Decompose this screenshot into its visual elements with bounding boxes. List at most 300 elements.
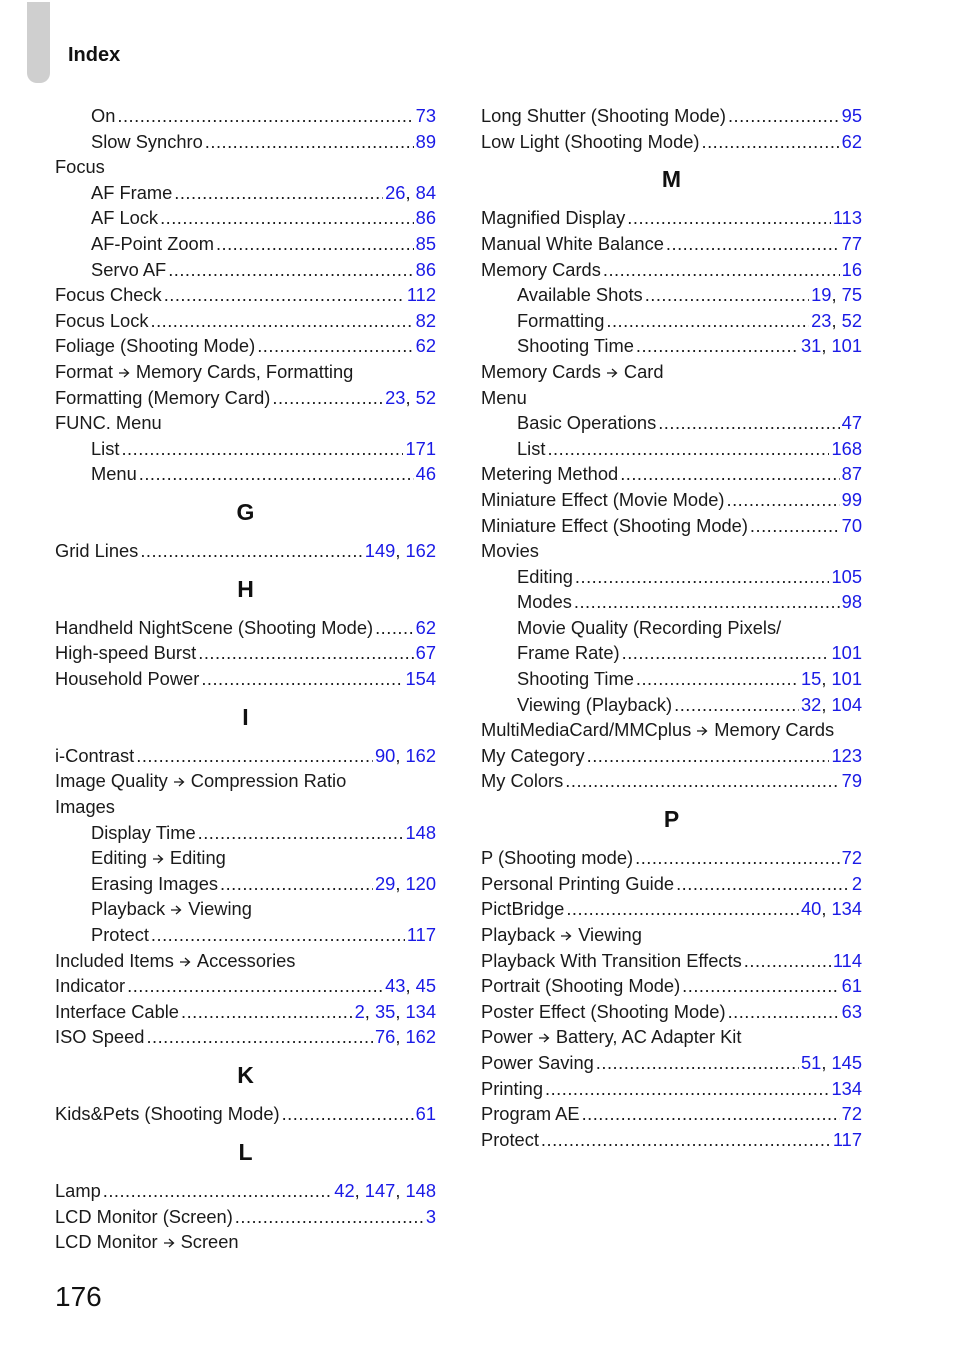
see-arrow-icon <box>153 847 164 873</box>
page-link[interactable]: 149 <box>364 540 396 562</box>
leader-dots <box>620 461 839 487</box>
index-entry <box>481 385 862 411</box>
see-arrow-icon <box>697 719 708 745</box>
see-reference: Memory Cards <box>714 719 835 741</box>
page-references <box>833 205 862 231</box>
page-references <box>416 129 436 155</box>
leader-dots <box>645 282 809 308</box>
index-term: Frame Rate) <box>517 642 620 664</box>
index-term: Household Power <box>55 668 200 690</box>
index-entry <box>481 1076 862 1102</box>
index-entry <box>55 1101 436 1127</box>
index-entry <box>55 743 436 769</box>
index-term: P (Shooting mode) <box>481 847 634 869</box>
see-reference: Accessories <box>196 949 296 971</box>
section-letter-heading: H <box>237 575 254 602</box>
index-subentry <box>55 461 436 487</box>
page-link[interactable]: 76 <box>374 1026 396 1048</box>
index-term: Power <box>481 1026 533 1048</box>
index-entry <box>481 922 862 948</box>
leader-dots <box>139 461 414 487</box>
see-reference: Battery, AC Adapter Kit <box>555 1026 742 1048</box>
page-link[interactable]: 16 <box>841 258 862 280</box>
index-subentry <box>481 436 862 462</box>
leader-dots <box>272 385 383 411</box>
index-subentry <box>481 615 862 641</box>
index-subentry <box>481 564 862 590</box>
index-term: Poster Effect (Shooting Mode) <box>481 1000 726 1022</box>
index-subentry <box>55 205 436 231</box>
page-link[interactable]: 101 <box>831 642 862 664</box>
index-term: Movies <box>481 540 539 562</box>
page-link[interactable]: 82 <box>415 309 436 331</box>
index-term: Playback <box>481 924 556 945</box>
index-entry <box>481 896 862 922</box>
index-entry <box>481 359 862 385</box>
index-entry <box>481 538 862 564</box>
index-term: Playback With Transition Effects <box>481 949 742 971</box>
index-subentry <box>481 692 862 718</box>
leader-dots <box>117 103 413 129</box>
index-term: Included Items <box>55 949 174 971</box>
index-term: Printing <box>481 1077 543 1099</box>
section-letter-heading: G <box>236 498 255 525</box>
page-references <box>842 768 862 794</box>
page-references <box>416 640 436 666</box>
page-link[interactable]: 120 <box>405 872 436 894</box>
index-entry <box>481 999 862 1025</box>
page-link[interactable]: 43 <box>385 975 406 997</box>
leader-dots <box>750 513 840 539</box>
index-term: Shooting Time <box>517 335 634 357</box>
see-arrow-icon <box>164 1231 175 1257</box>
leader-dots <box>587 743 830 769</box>
index-term: Memory Cards <box>481 360 601 382</box>
index-term: Miniature Effect (Movie Mode) <box>481 488 725 510</box>
page-references <box>842 589 862 615</box>
index-term: Focus <box>55 156 105 178</box>
index-entry <box>481 1101 862 1127</box>
page-link[interactable]: 89 <box>415 130 436 152</box>
index-term: Editing <box>91 847 147 869</box>
leader-dots <box>658 410 839 436</box>
page-link[interactable]: 2 <box>851 872 862 894</box>
index-term: FUNC. Menu <box>55 412 162 434</box>
page-link[interactable]: 62 <box>415 335 436 357</box>
page-link[interactable]: 112 <box>406 284 436 306</box>
index-entry <box>55 973 436 999</box>
leader-dots <box>728 999 840 1025</box>
index-entry <box>481 231 862 257</box>
page-references <box>842 487 862 513</box>
page-references <box>831 436 862 462</box>
index-subentry <box>55 180 436 206</box>
leader-dots <box>565 768 839 794</box>
index-term: Miniature Effect (Shooting Mode) <box>481 514 748 536</box>
leader-dots <box>574 589 840 615</box>
page-link[interactable]: 3 <box>425 1205 436 1227</box>
page-references: 149, 162 <box>364 540 436 562</box>
leader-dots <box>636 333 799 359</box>
index-term: Grid Lines <box>55 540 139 562</box>
page-link[interactable]: 61 <box>841 975 862 997</box>
leader-dots <box>622 640 830 666</box>
index-entry <box>481 973 862 999</box>
page-link[interactable]: 134 <box>831 898 862 920</box>
page-link[interactable]: 26 <box>385 181 406 203</box>
page-references <box>416 333 436 359</box>
index-term: LCD Monitor <box>55 1231 158 1253</box>
page-references <box>842 845 862 871</box>
page-link[interactable]: 86 <box>415 258 436 280</box>
index-term: Available Shots <box>517 284 643 306</box>
see-reference: Card <box>623 360 664 382</box>
leader-dots <box>220 871 373 897</box>
see-arrow-icon <box>539 1026 550 1052</box>
index-term: AF Lock <box>91 207 159 229</box>
index-entry <box>55 1024 436 1050</box>
leader-dots <box>174 180 383 206</box>
index-term: My Colors <box>481 770 564 792</box>
see-arrow-icon <box>180 950 191 976</box>
index-entry <box>481 1127 862 1153</box>
page-link[interactable]: 19 <box>811 284 832 306</box>
page-references <box>852 871 862 897</box>
leader-dots <box>235 1204 424 1230</box>
leader-dots <box>201 666 403 692</box>
index-subentry <box>481 282 862 308</box>
leader-dots <box>140 538 362 564</box>
page-link[interactable]: 63 <box>841 1000 862 1022</box>
index-entry <box>481 257 862 283</box>
index-term: Kids&Pets (Shooting Mode) <box>55 1103 280 1125</box>
page-link[interactable]: 2 <box>354 1000 365 1022</box>
page-link[interactable]: 117 <box>406 924 436 945</box>
index-entry <box>55 948 436 974</box>
page-link[interactable]: 95 <box>841 105 862 126</box>
see-arrow-icon <box>119 361 130 387</box>
index-entry <box>55 615 436 641</box>
page-header-title: Index <box>68 44 121 66</box>
page-references <box>405 436 436 462</box>
page-link[interactable]: 90 <box>374 744 396 766</box>
index-subentry <box>55 436 436 462</box>
index-term: Magnified Display <box>481 207 626 229</box>
index-term: LCD Monitor (Screen) <box>55 1205 233 1227</box>
page-link[interactable]: 114 <box>832 949 862 971</box>
page-link[interactable]: 162 <box>405 744 436 766</box>
index-term: MultiMediaCard/MMCplus <box>481 719 692 741</box>
page-link[interactable]: 148 <box>405 1179 436 1201</box>
index-term: Playback <box>91 898 166 920</box>
page-link[interactable]: 162 <box>405 1026 436 1048</box>
leader-dots <box>541 1127 831 1153</box>
page-link[interactable]: 98 <box>841 591 862 613</box>
page-references <box>416 257 436 283</box>
page-link[interactable]: 104 <box>831 693 862 715</box>
leader-dots <box>603 257 840 283</box>
index-term: Erasing Images <box>91 872 219 894</box>
page-references <box>416 205 436 231</box>
leader-dots <box>257 333 413 359</box>
page-link[interactable]: 72 <box>841 847 862 869</box>
page-references: 26, 84 <box>385 181 436 203</box>
section-letter-heading: I <box>242 703 249 730</box>
page-references: 29, 120 <box>374 872 436 894</box>
index-term: Personal Printing Guide <box>481 872 675 894</box>
index-entry <box>481 871 862 897</box>
leader-dots <box>627 205 831 231</box>
index-term: List <box>517 437 546 459</box>
index-term: Slow Synchro <box>91 130 203 152</box>
page-references <box>416 231 436 257</box>
index-term: Long Shutter (Shooting Mode) <box>481 105 726 126</box>
see-arrow-icon <box>607 361 618 387</box>
leader-dots <box>164 282 405 308</box>
index-subentry <box>55 845 436 871</box>
index-term: Basic Operations <box>517 412 657 434</box>
page-link[interactable]: 15 <box>800 668 822 690</box>
leader-dots <box>606 308 809 334</box>
page-link[interactable]: 61 <box>415 1103 436 1125</box>
page-link[interactable]: 79 <box>841 770 862 792</box>
index-entry <box>481 1050 862 1076</box>
index-term: Interface Cable <box>55 1000 179 1022</box>
leader-dots <box>666 231 840 257</box>
index-term: Format <box>55 360 113 382</box>
page-references <box>416 1101 436 1127</box>
page-references <box>407 922 436 948</box>
index-term: Shooting Time <box>517 668 634 690</box>
page-link[interactable]: 73 <box>415 105 436 126</box>
page-references: 2, 35, 134 <box>354 1000 436 1022</box>
index-term: Low Light (Shooting Mode) <box>481 130 700 152</box>
index-term: Power Saving <box>481 1051 594 1073</box>
page-link[interactable]: 113 <box>832 207 862 229</box>
section-letter-heading: M <box>661 166 682 193</box>
page-link[interactable]: 35 <box>374 1000 396 1022</box>
leader-dots <box>596 1050 799 1076</box>
page-link[interactable]: 134 <box>831 1077 862 1099</box>
leader-dots <box>674 692 799 718</box>
page-link[interactable]: 31 <box>800 335 822 357</box>
index-entry <box>55 282 436 308</box>
index-entry <box>55 359 436 385</box>
chapter-tab <box>27 2 50 83</box>
index-term: Viewing (Playback) <box>517 693 673 715</box>
see-reference: Compression Ratio <box>190 770 347 792</box>
page-references <box>842 103 862 129</box>
index-term: AF Frame <box>91 181 173 203</box>
index-entry <box>481 717 862 743</box>
index-entry <box>55 640 436 666</box>
page-references: 23, 52 <box>385 386 436 408</box>
index-entry <box>55 410 436 436</box>
index-subentry <box>55 257 436 283</box>
leader-dots <box>103 1178 333 1204</box>
page-link[interactable]: 154 <box>405 668 436 690</box>
index-subentry <box>481 640 862 666</box>
index-entry <box>55 666 436 692</box>
section-letter-heading: K <box>237 1061 254 1088</box>
page-link[interactable]: 168 <box>831 437 862 459</box>
page-link[interactable]: 101 <box>831 668 862 690</box>
page-link[interactable]: 72 <box>841 1103 862 1125</box>
page-link[interactable]: 99 <box>841 488 862 510</box>
index-term: Protect <box>481 1128 539 1150</box>
page-references: 23, 52 <box>811 309 862 331</box>
index-entry <box>55 1178 436 1204</box>
index-subentry <box>55 871 436 897</box>
index-term: Menu <box>481 386 527 408</box>
leader-dots <box>582 1101 840 1127</box>
index-term: Memory Cards <box>481 258 601 280</box>
page-link[interactable]: 67 <box>415 642 436 664</box>
index-term: Manual White Balance <box>481 232 664 254</box>
leader-dots <box>121 436 403 462</box>
index-term: Metering Method <box>481 463 619 485</box>
see-arrow-icon <box>561 924 572 950</box>
index-subentry <box>55 922 436 948</box>
page-number: 176 <box>55 1281 102 1312</box>
page-references <box>831 1076 862 1102</box>
leader-dots <box>727 487 840 513</box>
leader-dots <box>146 1024 373 1050</box>
index-term: My Category <box>481 744 585 766</box>
index-term: On <box>91 105 116 126</box>
page-link[interactable]: 62 <box>415 616 436 638</box>
see-arrow-icon <box>174 770 185 796</box>
index-term: Indicator <box>55 975 126 997</box>
page-link[interactable]: 145 <box>831 1051 862 1073</box>
page-link[interactable]: 87 <box>841 463 862 485</box>
page-link[interactable]: 123 <box>831 744 862 766</box>
page-link[interactable]: 75 <box>841 284 862 306</box>
page-link[interactable]: 42 <box>334 1179 355 1201</box>
page-link[interactable]: 86 <box>415 207 436 229</box>
page-link[interactable]: 46 <box>415 463 436 485</box>
index-entry <box>55 308 436 334</box>
page-references <box>842 257 862 283</box>
leader-dots <box>168 257 413 283</box>
leader-dots <box>676 871 850 897</box>
page-references: 31, 101 <box>800 335 862 357</box>
page-references: 32, 104 <box>800 693 862 715</box>
index-entry <box>481 205 862 231</box>
index-entry <box>481 513 862 539</box>
index-entry <box>481 1024 862 1050</box>
see-reference: Screen <box>180 1231 239 1253</box>
page-link[interactable]: 23 <box>385 386 406 408</box>
page-link[interactable]: 171 <box>405 437 436 459</box>
page-link[interactable]: 101 <box>831 335 862 357</box>
index-subentry <box>55 231 436 257</box>
index-subentry <box>55 103 436 129</box>
index-entry <box>55 1229 436 1255</box>
page-references <box>842 513 862 539</box>
page-link[interactable]: 32 <box>800 693 822 715</box>
page-references <box>842 1101 862 1127</box>
page-link[interactable]: 47 <box>841 412 862 434</box>
page-link[interactable]: 117 <box>832 1128 862 1150</box>
index-term: Protect <box>91 924 149 945</box>
page-link[interactable]: 40 <box>800 898 822 920</box>
leader-dots <box>160 205 414 231</box>
leader-dots <box>545 1076 829 1102</box>
page-references <box>842 410 862 436</box>
index-term: Movie Quality (Recording Pixels/ <box>517 616 782 638</box>
page-references <box>842 461 862 487</box>
page-references: 43, 45 <box>385 975 436 997</box>
page-link[interactable]: 147 <box>364 1179 396 1201</box>
page-references <box>405 820 436 846</box>
page-references: 42, 147, 148 <box>334 1179 436 1201</box>
index-term: i-Contrast <box>55 744 135 766</box>
index-entry <box>55 794 436 820</box>
leader-dots <box>151 922 405 948</box>
page-references: 76, 162 <box>374 1026 436 1048</box>
index-term: Editing <box>517 565 573 587</box>
page-link[interactable]: 23 <box>811 309 832 331</box>
section-letter-heading: L <box>238 1138 253 1165</box>
index-entry <box>55 538 436 564</box>
leader-dots <box>282 1101 414 1127</box>
index-entry <box>55 154 436 180</box>
leader-dots <box>198 820 404 846</box>
page-link[interactable]: 70 <box>841 514 862 536</box>
page-link[interactable]: 162 <box>405 540 436 562</box>
index-entry <box>481 129 862 155</box>
page-references <box>405 666 436 692</box>
page-link[interactable]: 77 <box>841 232 862 254</box>
page-link[interactable]: 84 <box>415 181 436 203</box>
page-references: 15, 101 <box>800 668 862 690</box>
page-link[interactable]: 52 <box>415 386 436 408</box>
index-subentry <box>55 896 436 922</box>
leader-dots <box>702 129 840 155</box>
page-link[interactable]: 52 <box>841 309 862 331</box>
page-references <box>416 308 436 334</box>
index-entry <box>55 333 436 359</box>
page-link[interactable]: 29 <box>374 872 396 894</box>
page-link[interactable]: 148 <box>405 821 436 843</box>
page-references <box>831 564 862 590</box>
leader-dots <box>682 973 839 999</box>
page-link[interactable]: 85 <box>415 232 436 254</box>
page-link[interactable]: 134 <box>405 1000 436 1022</box>
index-term: ISO Speed <box>55 1026 145 1048</box>
page-link[interactable]: 51 <box>800 1051 822 1073</box>
index-entry <box>481 948 862 974</box>
page-link[interactable]: 105 <box>831 565 862 587</box>
leader-dots <box>216 231 414 257</box>
index-term: Image Quality <box>55 770 168 792</box>
index-term: List <box>91 437 120 459</box>
leader-dots <box>181 999 353 1025</box>
page-references <box>842 129 862 155</box>
index-entry <box>55 1204 436 1230</box>
page-references <box>833 1127 862 1153</box>
page-link[interactable]: 62 <box>841 130 862 152</box>
page-references <box>842 231 862 257</box>
index-entry <box>481 461 862 487</box>
page-references <box>842 999 862 1025</box>
page-link[interactable]: 45 <box>415 975 436 997</box>
index-entry <box>481 743 862 769</box>
page-references <box>416 103 436 129</box>
page-references <box>831 743 862 769</box>
index-term: Program AE <box>481 1103 580 1125</box>
